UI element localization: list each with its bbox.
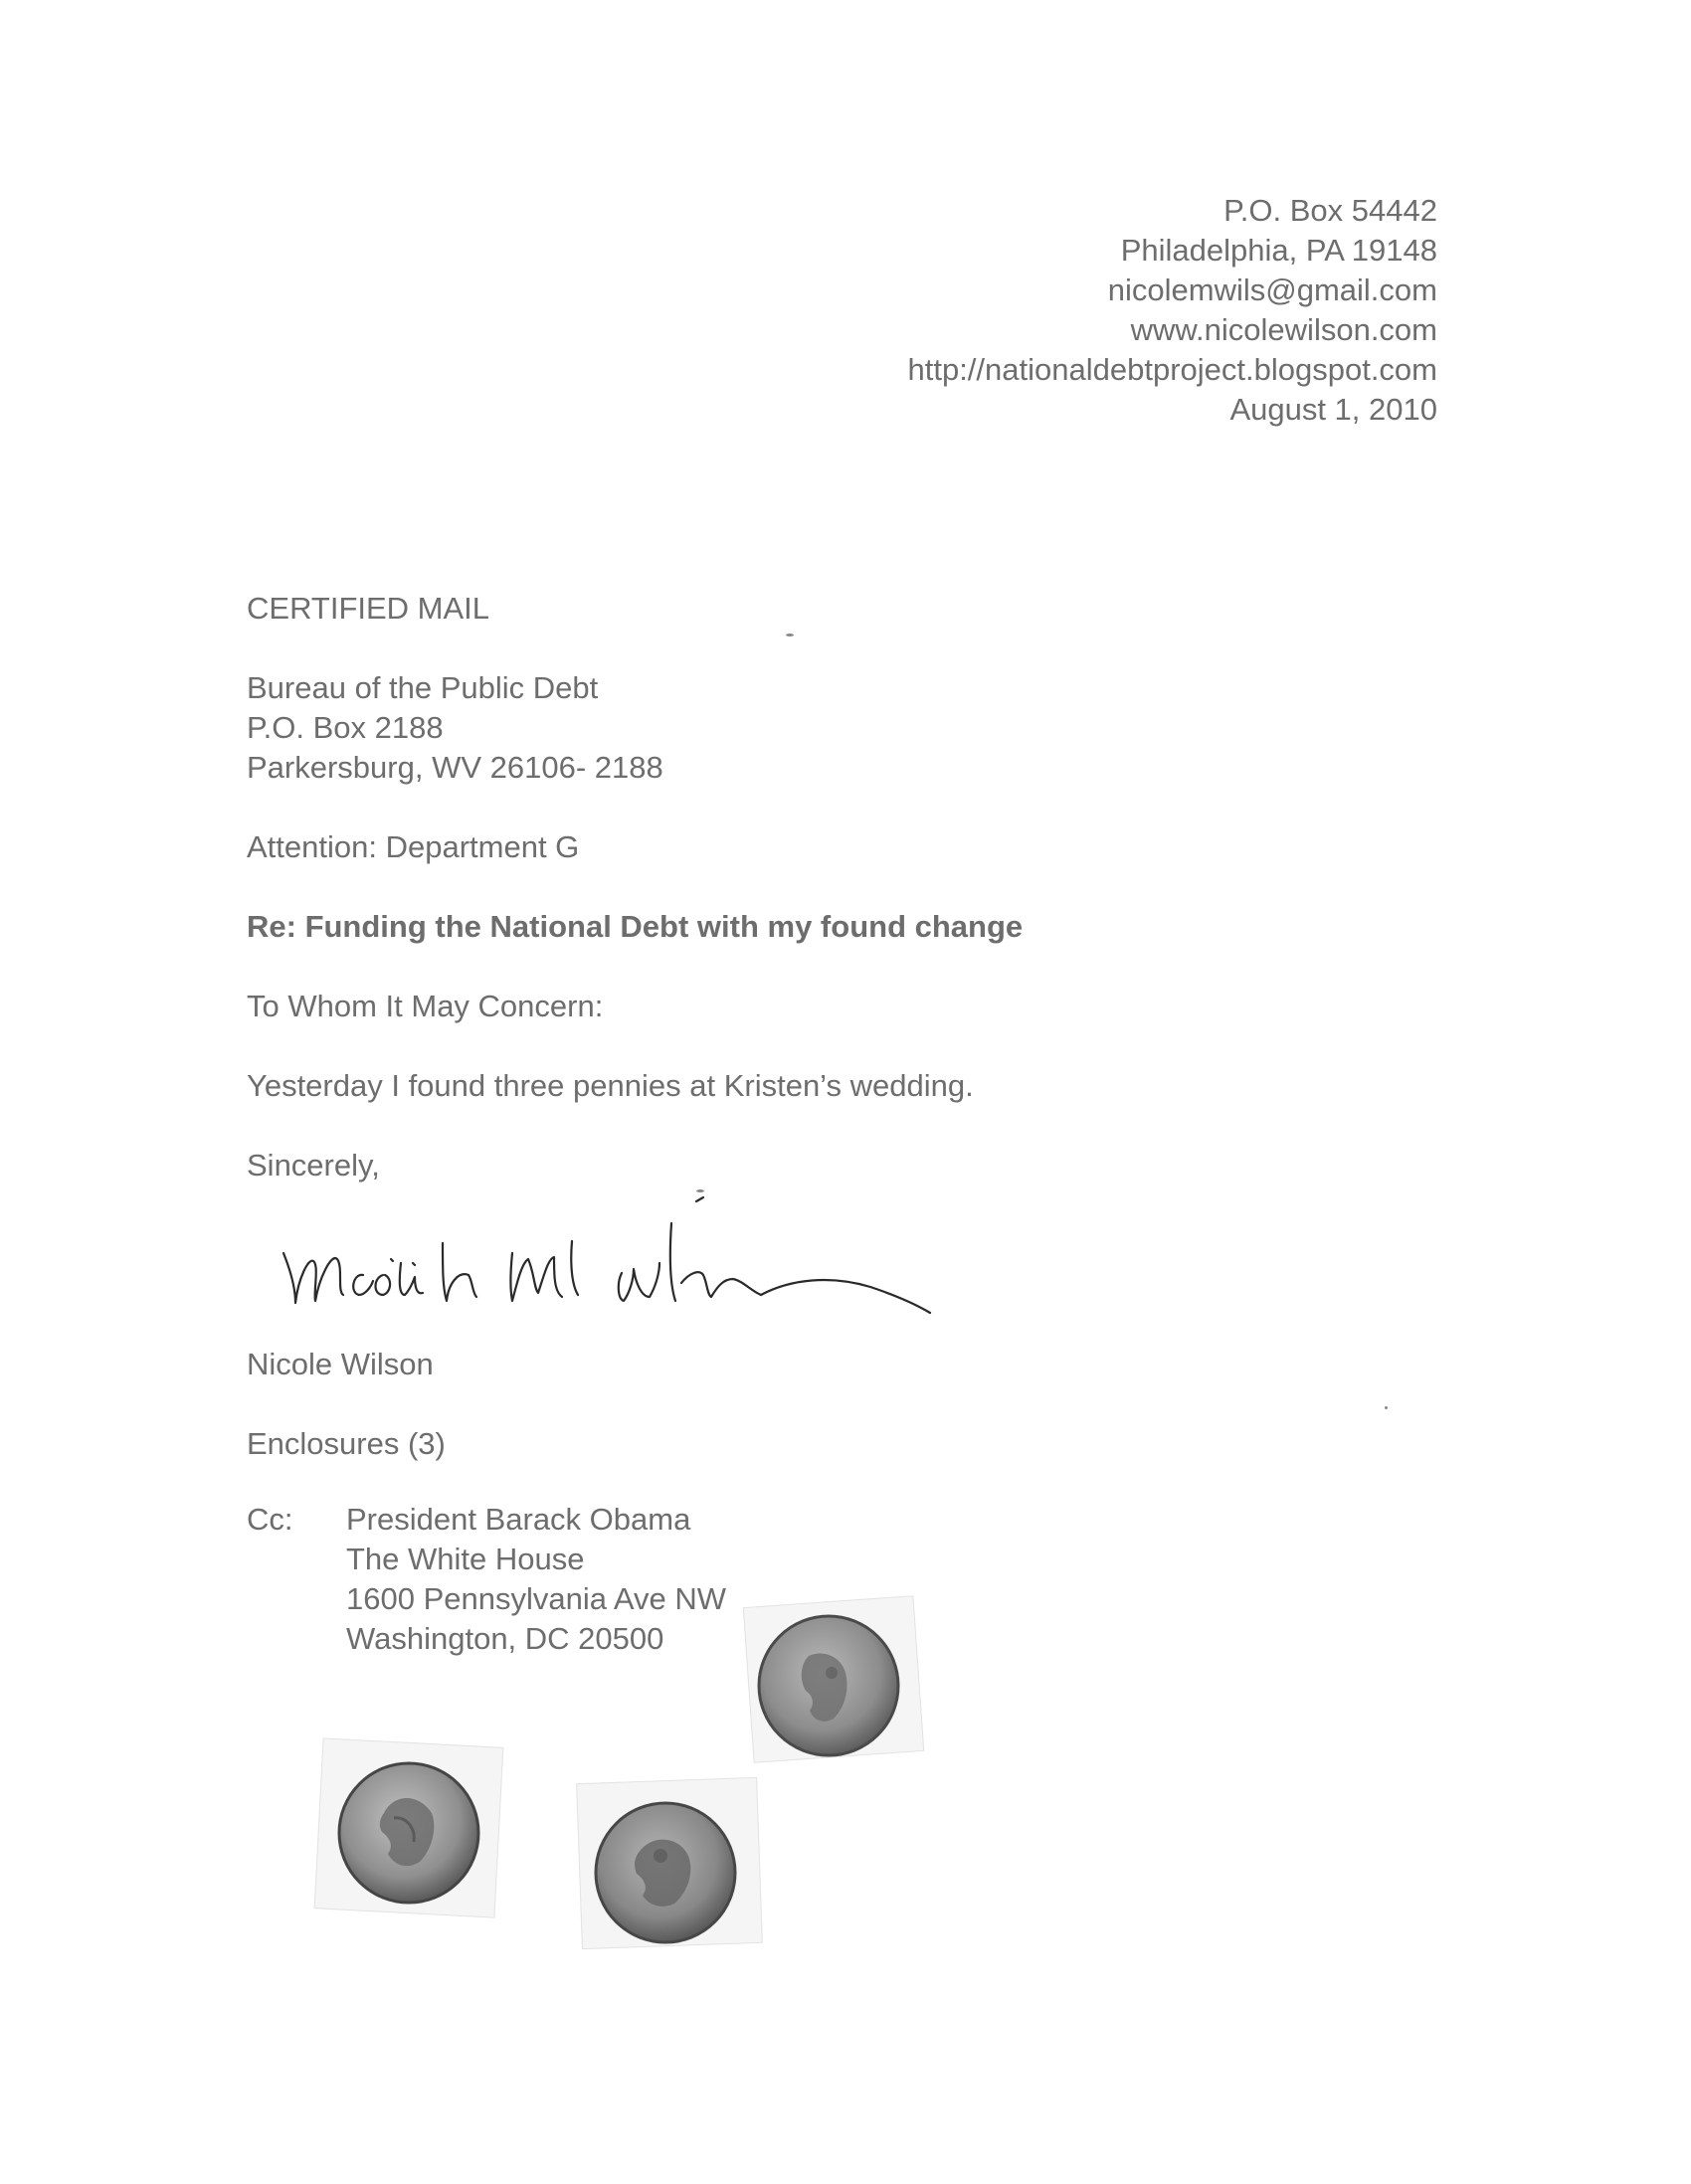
recipient-city-line: Parkersburg, WV 26106- 2188 (247, 750, 663, 785)
cc-label: Cc: (247, 1502, 293, 1537)
recipient-po-box: P.O. Box 2188 (247, 710, 444, 745)
scan-speck (786, 634, 794, 637)
penny-coin (754, 1611, 903, 1760)
sender-city-line: Philadelphia, PA 19148 (1120, 233, 1437, 268)
sender-po-box: P.O. Box 54442 (1223, 193, 1437, 228)
recipient-name: Bureau of the Public Debt (247, 670, 599, 705)
sender-blog: http://nationaldebtproject.blogspot.com (907, 352, 1437, 387)
sender-website: www.nicolewilson.com (1130, 312, 1437, 347)
body-text: Yesterday I found three pennies at Kristen’s wedding. (247, 1068, 974, 1103)
enclosures-line: Enclosures (3) (247, 1426, 446, 1461)
cc-address-block (346, 1500, 726, 1659)
subject-line: Re: Funding the National Debt with my found change (247, 909, 1024, 944)
attention-line: Attention: Department G (247, 829, 580, 864)
mail-type: CERTIFIED MAIL (247, 591, 490, 626)
signer-name: Nicole Wilson (247, 1347, 434, 1381)
scan-speck (696, 1189, 704, 1192)
sender-address-block (907, 191, 1437, 430)
closing: Sincerely, (247, 1148, 380, 1183)
recipient-address-block (247, 668, 663, 788)
penny-coin (334, 1758, 483, 1908)
letter-date: August 1, 2010 (1229, 392, 1437, 427)
salutation: To Whom It May Concern: (247, 989, 604, 1023)
penny-coin (591, 1798, 740, 1947)
cc-street: 1600 Pennsylvania Ave NW (346, 1581, 726, 1616)
cc-city-line: Washington, DC 20500 (346, 1621, 664, 1656)
handwritten-signature (274, 1183, 950, 1333)
cc-name: President Barack Obama (346, 1502, 691, 1537)
cc-org: The White House (346, 1542, 585, 1576)
scan-speck (1385, 1406, 1388, 1409)
sender-email: nicolemwils@gmail.com (1107, 273, 1437, 307)
